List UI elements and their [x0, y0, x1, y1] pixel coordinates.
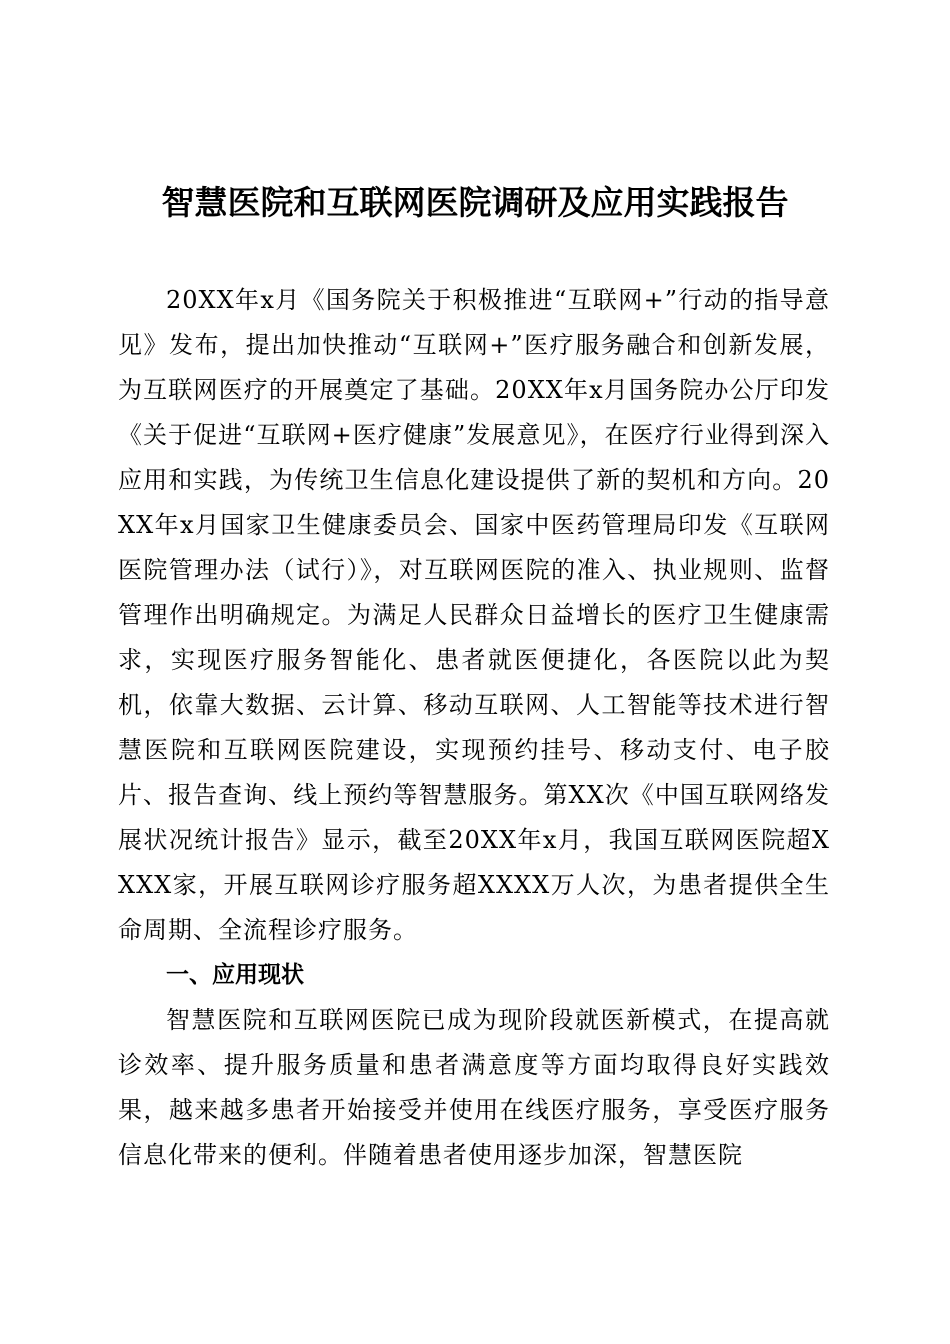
document-body — [118, 278, 830, 1178]
document-title: 智慧医院和互联网医院调研及应用实践报告 — [161, 183, 789, 222]
intro-paragraph: 20XX年x月《国务院关于积极推进“互联网+”行动的指导意见》发布，提出加快推动“互联网+”医疗服务融合和创新发展，为互联网医疗的开展奠定了基础。20XX年x月国务院办公厅印发《关于促进“互联网+医疗健康”发展意见》，在医疗行业得到深入应用和实践，为传统卫生信息化建设提供了新的契机和方向。20XX年x月国家卫生健康委员会、国家中医药管理局印发《互联网医院管理办法（试行）》，对互联网医院的准入、执业规则、监督管理作出明确规定。为满足人民群众日益增长的医疗卫生健康需求，实现医疗服务智能化、患者就医便捷化，各医院以此为契机，依靠大数据、云计算、移动互联网、人工智能等技术进行智慧医院和互联网医院建设，实现预约挂号、移动支付、电子胶片、报告查询、线上预约等智慧服务。第XX次《中国互联网络发展状况统计报告》显示，截至20XX年x月，我国互联网医院超XXXX家，开展互联网诊疗服务超XXXX万人次，为患者提供全生命周期、全流程诊疗服务。 — [118, 286, 830, 944]
section-paragraph: 智慧医院和互联网医院已成为现阶段就医新模式，在提高就诊效率、提升服务质量和患者满意度等方面均取得良好实践效果，越来越多患者开始接受并使用在线医疗服务，享受医疗服务信息化带来的便利。伴随着患者使用逐步加深，智慧医院 — [118, 1006, 830, 1169]
section-heading: 一、应用现状 — [166, 962, 304, 988]
